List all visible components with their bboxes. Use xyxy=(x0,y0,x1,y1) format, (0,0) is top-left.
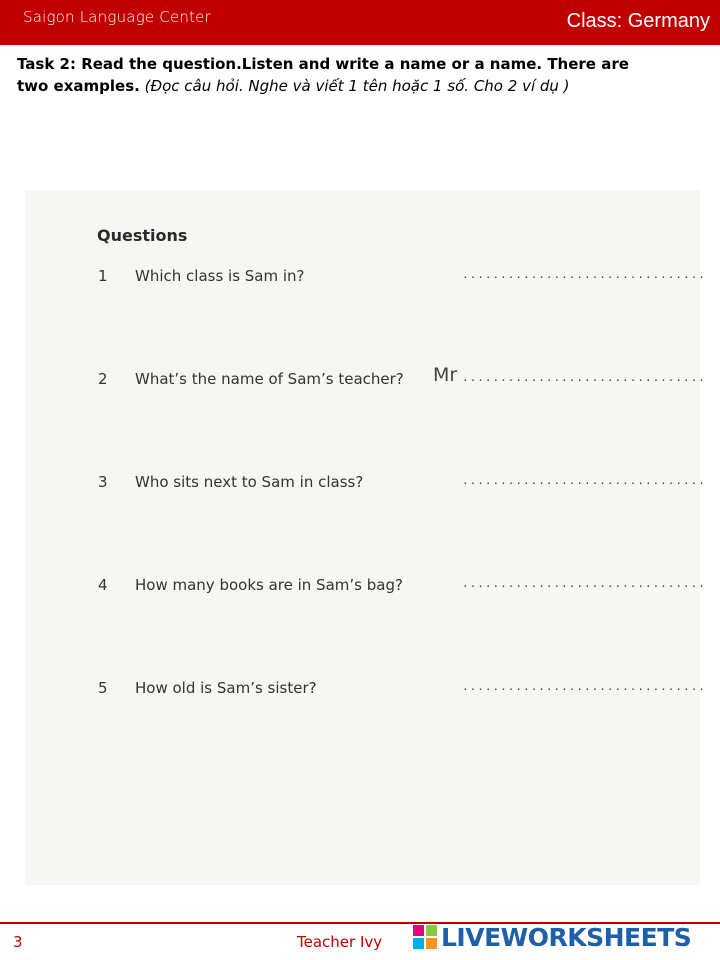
worksheet-scan xyxy=(25,190,706,885)
question-row xyxy=(25,576,706,606)
question-row xyxy=(25,473,706,503)
answer-line[interactable]: ................................ xyxy=(462,268,706,281)
class-label: Class: Germany xyxy=(566,10,710,32)
question-text: What’s the name of Sam’s teacher? xyxy=(135,370,404,388)
question-row xyxy=(25,267,706,297)
question-number: 4 xyxy=(98,576,108,594)
answer-line[interactable]: ................................ xyxy=(462,371,706,384)
answer-line[interactable]: ................................ xyxy=(462,474,706,487)
question-number: 3 xyxy=(98,473,108,491)
task-italic-text: (Đọc câu hỏi. Nghe và viết 1 tên hoặc 1 số. Cho 2 ví dụ ) xyxy=(144,77,570,95)
liveworksheets-logo-icon xyxy=(413,925,437,949)
question-text: How many books are in Sam’s bag? xyxy=(135,576,403,594)
question-text: How old is Sam’s sister? xyxy=(135,679,317,697)
question-row xyxy=(25,364,706,400)
center-name: Saigon Language Center xyxy=(23,8,211,26)
answer-prefix: Mr xyxy=(433,364,458,386)
brand-logo xyxy=(413,922,691,952)
teacher-name: Teacher Ivy xyxy=(297,933,383,951)
question-number: 1 xyxy=(98,267,108,285)
answer-line[interactable]: ................................ xyxy=(462,577,706,590)
page-number: 3 xyxy=(13,933,23,951)
header-bar xyxy=(0,0,720,45)
question-text: Who sits next to Sam in class? xyxy=(135,473,364,491)
question-text: Which class is Sam in? xyxy=(135,267,305,285)
answer-line[interactable]: ................................ xyxy=(462,680,706,693)
question-number: 2 xyxy=(98,370,108,388)
questions-heading: Questions xyxy=(97,226,188,245)
task-bold-text: Task 2: Read the question.Listen and write a name or a name. There are two examples. xyxy=(17,55,629,95)
task-instructions xyxy=(17,53,637,97)
brand-text: LIVEWORKSHEETS xyxy=(441,922,692,952)
question-row xyxy=(25,679,706,709)
question-number: 5 xyxy=(98,679,108,697)
